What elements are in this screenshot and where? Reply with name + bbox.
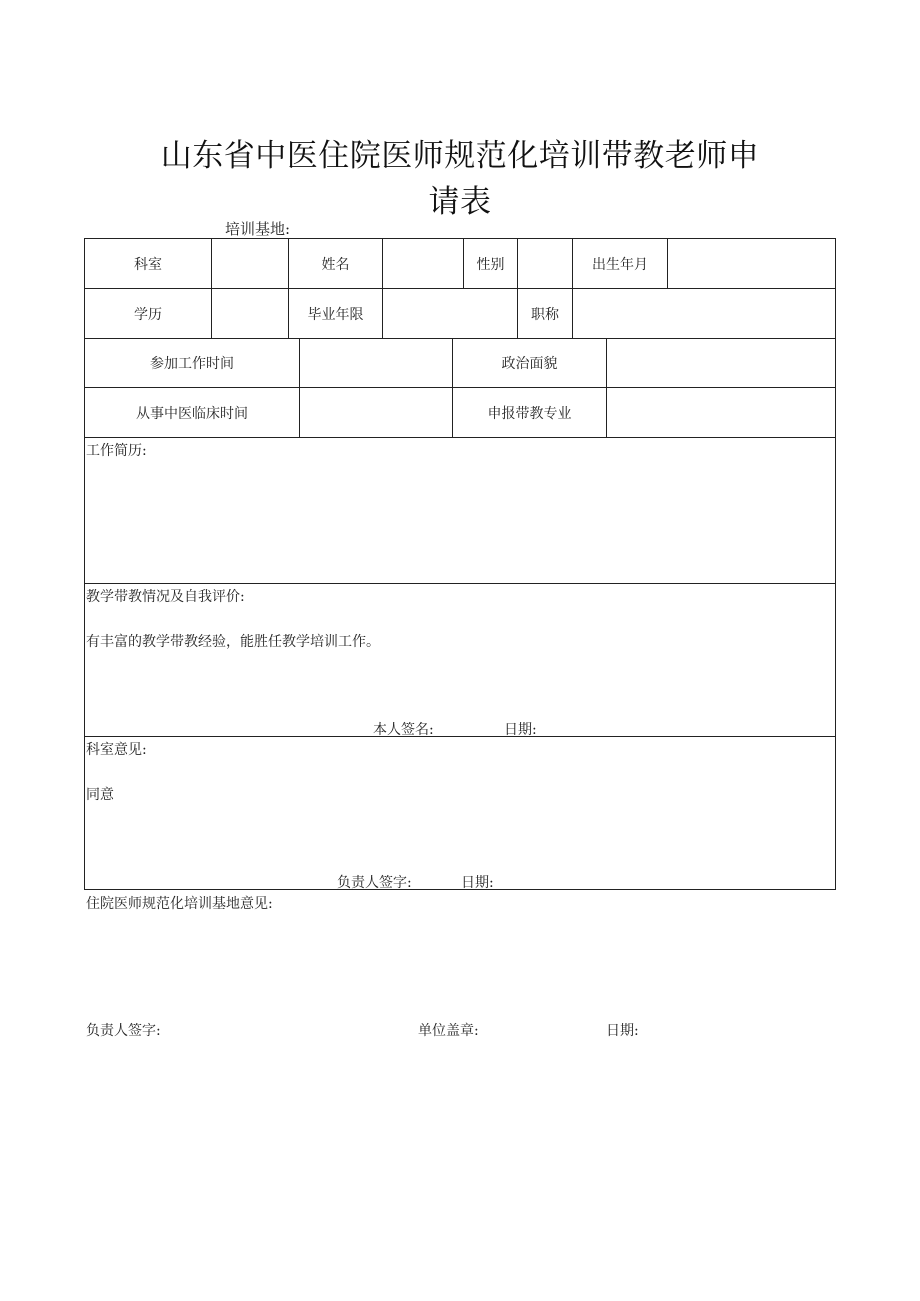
table-border-right <box>835 238 836 890</box>
name-label: 姓名 <box>321 256 350 273</box>
political-status-label: 政治面貌 <box>501 356 558 372</box>
work-start-label: 参加工作时间 <box>150 356 234 372</box>
education-field[interactable] <box>212 289 288 338</box>
self-signature-date-label: 日期: <box>504 722 537 738</box>
dept-head-date-label: 日期: <box>461 875 494 891</box>
specialty-label: 申报带教专业 <box>487 405 572 422</box>
dept-opinion-label: 科室意见: <box>86 742 147 758</box>
graduation-years-label: 毕业年限 <box>307 306 364 323</box>
page-title-line-2: 请表 <box>428 184 492 220</box>
row-divider <box>84 736 836 737</box>
gender-label: 性别 <box>476 256 505 273</box>
base-opinion-label: 住院医师规范化培训基地意见: <box>86 896 273 912</box>
row-divider <box>84 583 836 584</box>
base-head-signature-label: 负责人签字: <box>86 1023 161 1039</box>
unit-seal-label: 单位盖章: <box>418 1023 479 1039</box>
training-base-label: 培训基地: <box>225 220 291 238</box>
work-start-field[interactable] <box>300 339 452 387</box>
dept-head-signature-label: 负责人签字: <box>337 875 412 891</box>
tcm-clinical-time-field[interactable] <box>300 388 452 437</box>
dept-label: 科室 <box>134 256 162 273</box>
dept-field[interactable] <box>212 239 288 288</box>
work-history-label: 工作简历: <box>86 443 147 459</box>
teaching-evaluation-content[interactable]: 有丰富的教学带教经验，能胜任教学培训工作。 <box>86 634 380 650</box>
name-field[interactable] <box>383 239 463 288</box>
specialty-field[interactable] <box>607 388 835 437</box>
gender-field[interactable] <box>518 239 572 288</box>
professional-title-field[interactable] <box>573 289 835 338</box>
tcm-clinical-time-label: 从事中医临床时间 <box>136 405 248 422</box>
education-label: 学历 <box>134 306 162 323</box>
birth-date-field[interactable] <box>668 239 835 288</box>
self-signature-label: 本人签名: <box>373 722 434 738</box>
teaching-evaluation-label: 教学带教情况及自我评价: <box>86 589 245 605</box>
row-divider <box>84 437 836 438</box>
base-date-label: 日期: <box>606 1023 639 1039</box>
table-border-bottom <box>84 889 836 890</box>
page-title-line-1: 山东省中医住院医师规范化培训带教老师申 <box>160 138 760 174</box>
birth-date-label: 出生年月 <box>592 256 648 273</box>
graduation-years-field[interactable] <box>383 289 517 338</box>
work-history-field[interactable] <box>86 460 834 580</box>
dept-opinion-content[interactable]: 同意 <box>86 787 114 803</box>
political-status-field[interactable] <box>607 339 835 387</box>
professional-title-label: 职称 <box>531 306 559 323</box>
